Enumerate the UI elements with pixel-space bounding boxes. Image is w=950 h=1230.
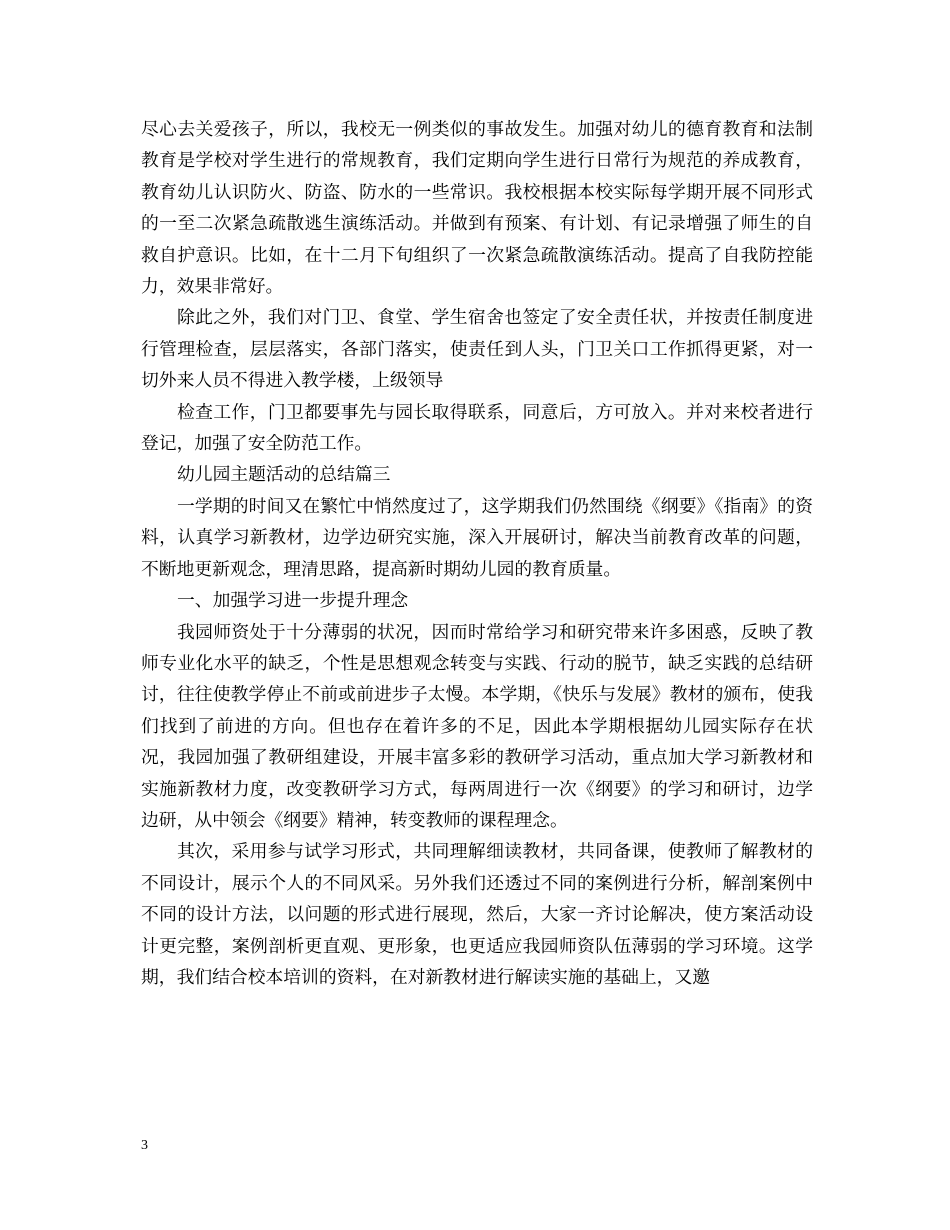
paragraph: 尽心去关爱孩子，所以，我校无一例类似的事故发生。加强对幼儿的德育教育和法制教育是学校对学生进行的常规教育，我们定期向学生进行日常行为规范的养成教育，教育幼儿认识防火、防盗、防水的一些常识。我校根据本校实际每学期开展不同形式的一至二次紧急疏散逃生演练活动。并做到有预案、有计划、有记录增强了师生的自救自护意识。比如，在十二月下旬组织了一次紧急疏散演练活动。提高了自我防控能力，效果非常好。 — [141, 119, 813, 298]
section-heading: 幼儿园主题活动的总结篇三 — [177, 464, 391, 486]
page-number: 3 — [141, 1138, 148, 1153]
paragraph: 其次，采用参与试学习形式，共同理解细读教材，共同备课，使教师了解教材的不同设计，展示个人的不同风采。另外我们还透过不同的案例进行分析，解剖案例中不同的设计方法，以问题的形式进行展现，然后，大家一齐讨论解决，使方案活动设计更完整，案例剖析更直观、更形象，也更适应我园师资队伍薄弱的学习环境。这学期，我们结合校本培训的资料，在对新教材进行解读实施的基础上，又邀 — [141, 841, 813, 988]
body-text — [141, 114, 813, 993]
subsection-heading: 一、加强学习进一步提升理念 — [177, 590, 409, 612]
paragraph: 除此之外，我们对门卫、食堂、学生宿舍也签定了安全责任状，并按责任制度进行管理检查，层层落实，各部门落实，使责任到人头，门卫关口工作抓得更紧，对一切外来人员不得进入教学楼，上级领导 — [141, 307, 813, 392]
paragraph: 检查工作，门卫都要事先与园长取得联系，同意后，方可放入。并对来校者进行登记，加强了安全防范工作。 — [141, 401, 813, 455]
paragraph: 我园师资处于十分薄弱的状况，因而时常给学习和研究带来许多困惑，反映了教师专业化水平的缺乏，个性是思想观念转变与实践、行动的脱节，缺乏实践的总结研讨，往往使教学停止不前或前进步子太慢。本学期，《快乐与发展》教材的颁布，使我们找到了前进的方向。但也存在着许多的不足，因此本学期根据幼儿园实际存在状况，我园加强了教研组建设，开展丰富多彩的教研学习活动，重点加大学习新教材和实施新教材力度，改变教研学习方式，每两周进行一次《纲要》的学习和研讨，边学边研，从中领会《纲要》精神，转变教师的课程理念。 — [141, 621, 813, 831]
paragraph: 一学期的时间又在繁忙中悄然度过了，这学期我们仍然围绕《纲要》《指南》的资料，认真学习新教材，边学边研究实施，深入开展研讨，解决当前教育改革的问题，不断地更新观念，理清思路，提高新时期幼儿园的教育质量。 — [141, 495, 813, 580]
